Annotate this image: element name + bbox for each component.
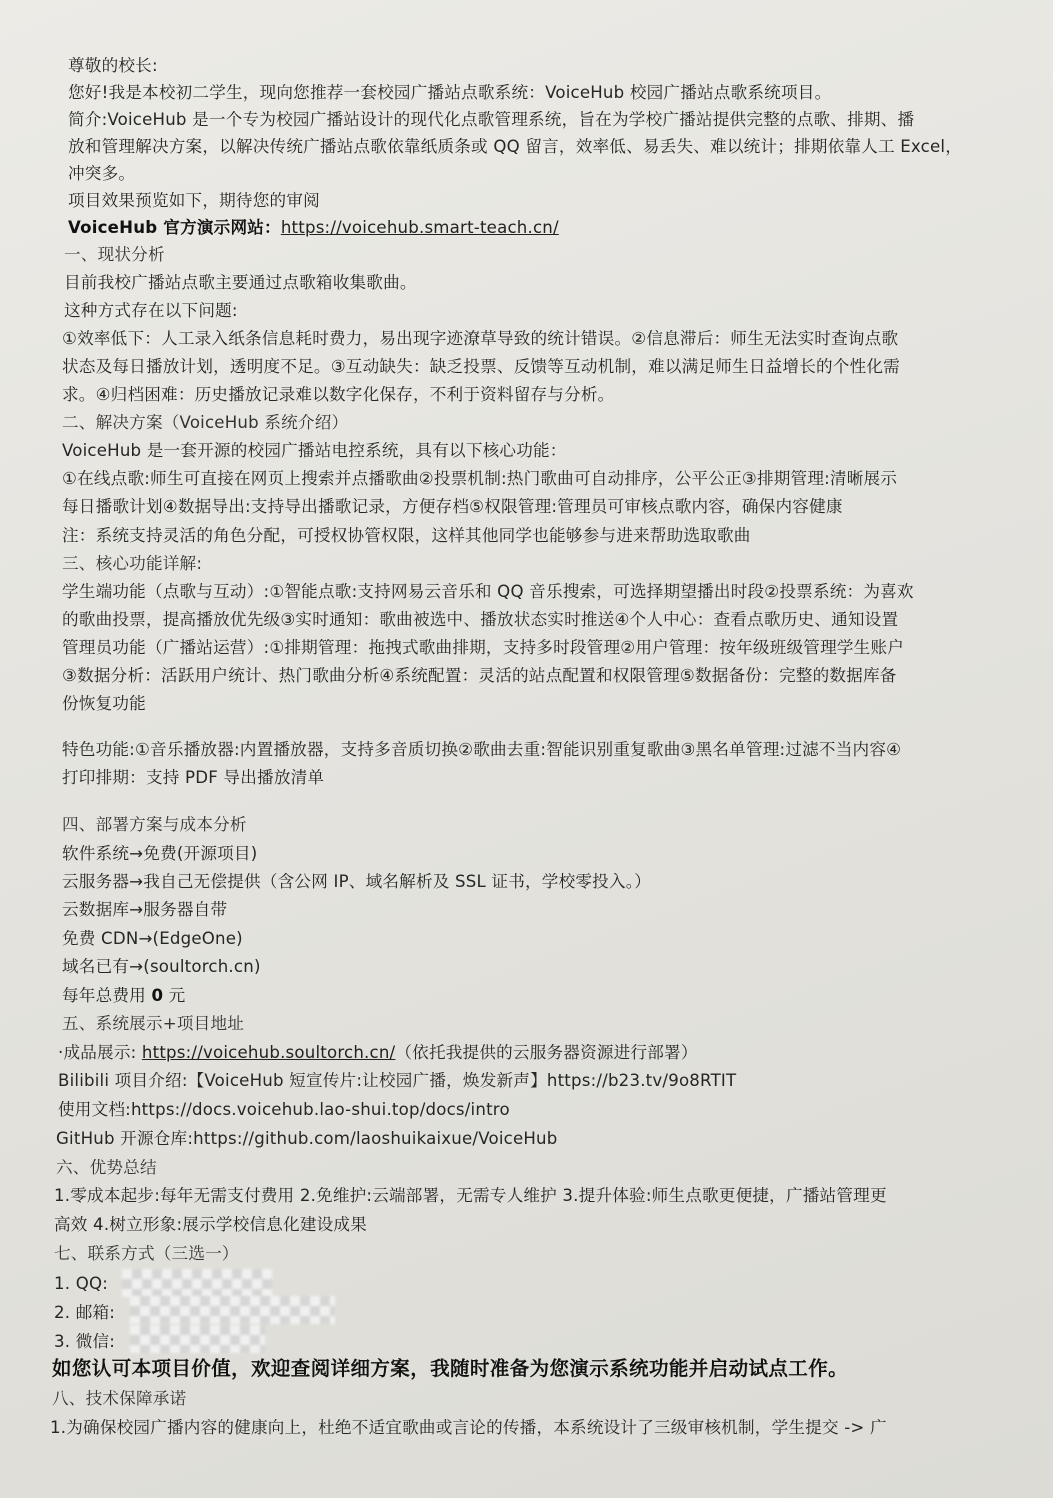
showcase-line xyxy=(58,1042,698,1064)
student-features-1: 学生端功能（点歌与互动）:①智能点歌:支持网易云音乐和 QQ 音乐搜索，可选择期望播出时段②投票系统：为喜欢 xyxy=(62,582,914,601)
showcase-note: （依托我提供的云服务器资源进行部署） xyxy=(395,1043,698,1062)
docs-line: 使用文档:https://docs.voicehub.lao-shui.top/docs/intro xyxy=(58,1100,510,1119)
cost-total-line xyxy=(62,985,185,1007)
section-8-title: 八、技术保障承诺 xyxy=(52,1389,187,1408)
advantages-line-2: 高效 4.树立形象:展示学校信息化建设成果 xyxy=(54,1215,367,1234)
student-features-2: 的歌曲投票，提高播放优先级③实时通知：歌曲被选中、播放状态实时推送④个人中心：查看点歌历史、通知设置 xyxy=(62,610,899,629)
cost-total-suffix: 元 xyxy=(163,986,186,1005)
summary-line-1: 简介:VoiceHub 是一个专为校园广播站设计的现代化点歌管理系统，旨在为学校广播站提供完整的点歌、排期、播 xyxy=(68,110,915,129)
admin-features-2: ③数据分析：活跃用户统计、热门歌曲分析④系统配置：灵活的站点配置和权限管理⑤数据备份：完整的数据库备 xyxy=(62,666,897,685)
cost-domain: 域名已有→(soultorch.cn) xyxy=(62,957,261,976)
summary-line-3: 冲突多。 xyxy=(68,164,136,183)
section-1-issues-3: 求。④归档困难：历史播放记录难以数字化保存，不利于资料留存与分析。 xyxy=(62,385,615,404)
preview-note: 项目效果预览如下，期待您的审阅 xyxy=(68,191,320,210)
cost-total-prefix: 每年总费用 xyxy=(62,986,152,1005)
summary-line-2: 放和管理解决方案，以解决传统广播站点歌依靠纸质条或 QQ 留言，效率低、易丢失、难以统计；排期依靠人工 Excel， xyxy=(68,137,962,156)
section-3-title: 三、核心功能详解: xyxy=(62,554,203,573)
admin-features-1: 管理员功能（广播站运营）:①排期管理：拖拽式歌曲排期，支持多时段管理②用户管理：按年级班级管理学生账户 xyxy=(62,638,905,657)
intro-text: 您好!我是本校初二学生，现向您推荐一套校园广播站点歌系统：VoiceHub 校园广播站点歌系统项目。 xyxy=(68,83,832,102)
section-1-issues-1: ①效率低下：人工录入纸条信息耗时费力，易出现字迹潦草导致的统计错误。②信息滞后：师生无法实时查询点歌 xyxy=(62,329,899,348)
section-2-title: 二、解决方案（VoiceHub 系统介绍） xyxy=(62,413,349,432)
section-2-features-2: 每日播歌计划④数据导出:支持导出播歌记录，方便存档⑤权限管理:管理员可审核点歌内容，确保内容健康 xyxy=(62,497,843,516)
demo-site-link[interactable]: https://voicehub.smart-teach.cn/ xyxy=(280,218,559,237)
admin-features-3: 份恢复功能 xyxy=(62,694,146,713)
section-2-note: 注：系统支持灵活的角色分配，可授权协管权限，这样其他同学也能够参与进来帮助选取歌曲 xyxy=(62,526,751,545)
closing-statement: 如您认可本项目价值，欢迎查阅详细方案，我随时准备为您演示系统功能并启动试点工作。 xyxy=(52,1357,849,1380)
contact-email-label: 2. 邮箱: xyxy=(54,1303,116,1322)
cost-total-value: 0 xyxy=(151,986,164,1005)
qq-redaction xyxy=(122,1269,272,1297)
advantages-line-1: 1.零成本起步:每年无需支付费用 2.免维护:云端部署，无需专人维护 3.提升体验:师生点歌更便捷，广播站管理更 xyxy=(54,1186,887,1205)
section-1-p2: 这种方式存在以下问题: xyxy=(64,301,238,320)
showcase-label: ·成品展示: xyxy=(58,1043,142,1062)
section-1-issues-2: 状态及每日播放计划，透明度不足。③互动缺失：缺乏投票、反馈等互动机制，难以满足师生日益增长的个性化需 xyxy=(62,357,900,376)
github-line: GitHub 开源仓库:https://github.com/laoshuikaixue/VoiceHub xyxy=(56,1129,558,1148)
demo-site-label: VoiceHub 官方演示网站： xyxy=(68,218,281,237)
section-7-title: 七、联系方式（三选一） xyxy=(54,1244,239,1263)
section-1-p1: 目前我校广播站点歌主要通过点歌箱收集歌曲。 xyxy=(64,273,417,292)
section-1-title: 一、现状分析 xyxy=(64,245,165,264)
cost-cdn: 免费 CDN→(EdgeOne) xyxy=(62,929,243,948)
email-redaction xyxy=(130,1296,335,1324)
section-8-p1: 1.为确保校园广播内容的健康向上，杜绝不适宜歌曲或言论的传播，本系统设计了三级审核机制，学生提交 -> 广 xyxy=(50,1418,887,1437)
section-4-title: 四、部署方案与成本分析 xyxy=(62,815,247,834)
showcase-link[interactable]: https://voicehub.soultorch.cn/ xyxy=(141,1043,396,1062)
section-5-title: 五、系统展示+项目地址 xyxy=(62,1014,245,1033)
contact-qq-label: 1. QQ: xyxy=(54,1274,109,1293)
section-6-title: 六、优势总结 xyxy=(56,1158,157,1177)
cost-database: 云数据库→服务器自带 xyxy=(62,900,228,919)
bilibili-line: Bilibili 项目介绍:【VoiceHub 短宣传片:让校园广播，焕发新声】https://b23.tv/9o8RTIT xyxy=(58,1071,737,1090)
wechat-redaction xyxy=(130,1325,265,1353)
demo-site-line xyxy=(68,217,559,239)
section-2-features-1: ①在线点歌:师生可直接在网页上搜索并点播歌曲②投票机制:热门歌曲可自动排序，公平公正③排期管理:清晰展示 xyxy=(62,469,898,488)
special-features-1: 特色功能:①音乐播放器:内置播放器，支持多音质切换②歌曲去重:智能识别重复歌曲③黑名单管理:过滤不当内容④ xyxy=(62,740,902,759)
special-features-2: 打印排期：支持 PDF 导出播放清单 xyxy=(62,768,325,787)
section-2-p1: VoiceHub 是一套开源的校园广播站电控系统，具有以下核心功能： xyxy=(62,441,567,460)
greeting: 尊敬的校长: xyxy=(68,56,158,75)
cost-software: 软件系统→免费(开源项目) xyxy=(62,844,258,863)
cost-server: 云服务器→我自己无偿提供（含公网 IP、域名解析及 SSL 证书，学校零投入。） xyxy=(62,872,652,891)
contact-wechat-label: 3. 微信: xyxy=(54,1332,116,1351)
